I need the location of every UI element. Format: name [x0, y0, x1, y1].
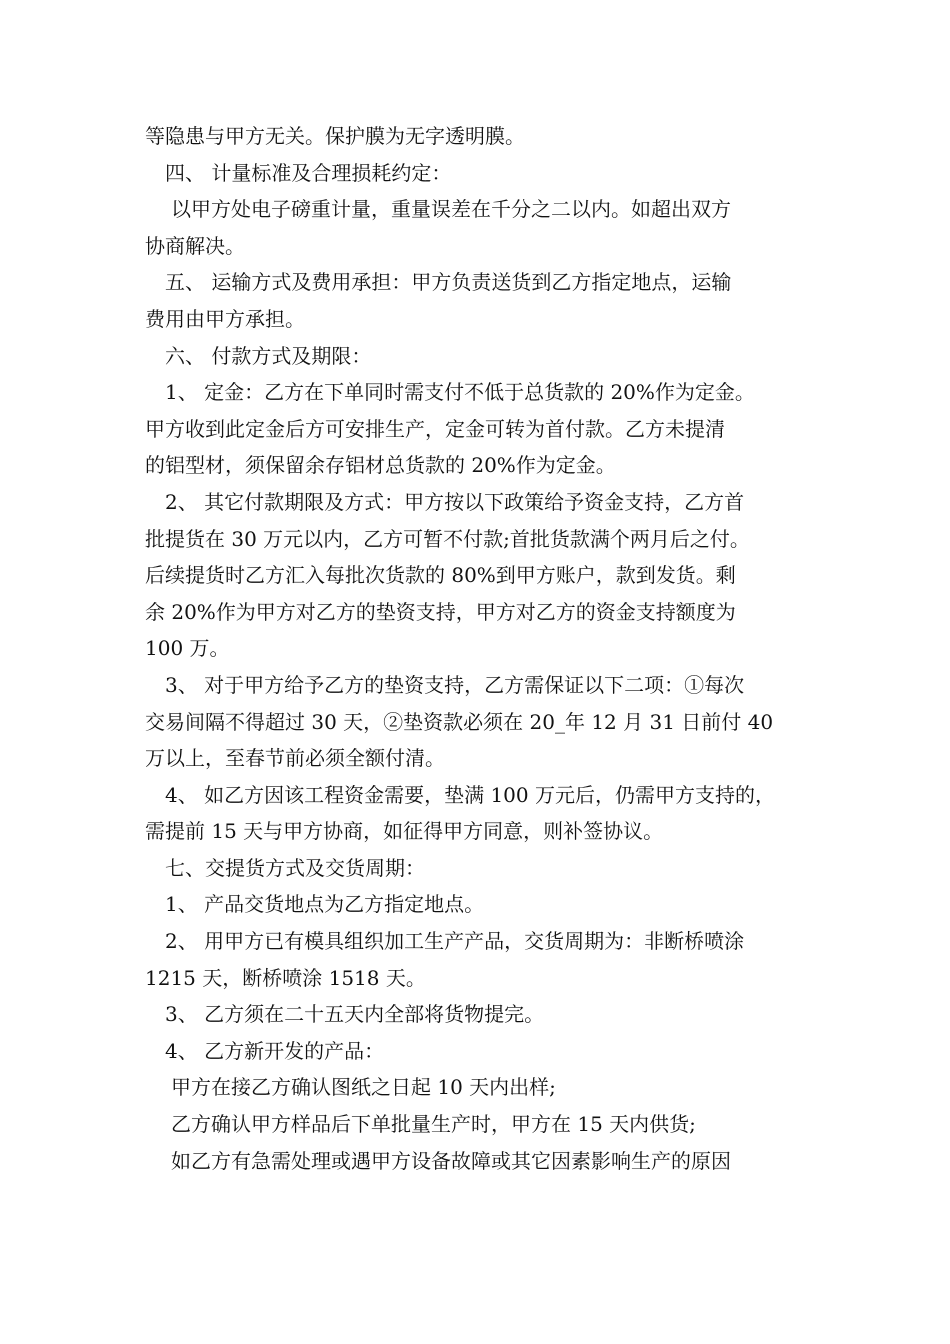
text-line: 如乙方有急需处理或遇甲方设备故障或其它因素影响生产的原因: [171, 1148, 731, 1173]
text-line: 以甲方处电子磅重计量，重量误差在千分之二以内。如超出双方: [171, 197, 731, 222]
text-line: 万以上，至春节前必须全额付清。: [145, 746, 445, 771]
text-line: 乙方确认甲方样品后下单批量生产时，甲方在 15 天内供货;: [171, 1112, 696, 1137]
text-line: 费用由甲方承担。: [145, 306, 305, 331]
section-heading-6: 六、 付款方式及期限：: [165, 343, 372, 368]
clause-7-2: 2、 用甲方已有模具组织加工生产产品，交货周期为：非断桥喷涂: [165, 929, 745, 954]
clause-7-4: 4、 乙方新开发的产品：: [165, 1038, 385, 1063]
clause-6-3: 3、 对于甲方给予乙方的垫资支持，乙方需保证以下二项：①每次: [165, 672, 745, 697]
clause-6-2: 2、 其它付款期限及方式：甲方按以下政策给予资金支持，乙方首: [165, 489, 745, 514]
text-line: 等隐患与甲方无关。保护膜为无字透明膜。: [145, 124, 525, 148]
document-body: [145, 118, 815, 1179]
text-line: 甲方收到此定金后方可安排生产，定金可转为首付款。乙方未提清: [145, 416, 725, 441]
section-heading-5: 五、 运输方式及费用承担：甲方负责送货到乙方指定地点，运输: [165, 270, 732, 295]
text-line: 协商解决。: [145, 233, 245, 258]
clause-6-4: 4、 如乙方因该工程资金需要，垫满 100 万元后，仍需甲方支持的，: [165, 782, 775, 807]
clause-6-1: 1、 定金：乙方在下单同时需支付不低于总货款的 20%作为定金。: [165, 380, 755, 405]
text-line: 交易间隔不得超过 30 天，②垫资款必须在 20_年 12 月 31 日前付 40: [145, 709, 774, 734]
clause-7-1: 1、 产品交货地点为乙方指定地点。: [165, 892, 485, 917]
text-line: 的铝型材，须保留余存铝材总货款的 20%作为定金。: [145, 453, 616, 478]
text-line: 需提前 15 天与甲方协商，如征得甲方同意，则补签协议。: [145, 819, 664, 844]
text-line: 甲方在接乙方确认图纸之日起 10 天内出样;: [171, 1075, 556, 1100]
text-line: 余 20%作为甲方对乙方的垫资支持，甲方对乙方的资金支持额度为: [145, 599, 736, 624]
text-line: 100 万。: [145, 636, 230, 661]
text-line: 1215 天，断桥喷涂 1518 天。: [145, 965, 426, 990]
section-heading-4: 四、 计量标准及合理损耗约定：: [165, 160, 452, 185]
text-line: 批提货在 30 万元以内，乙方可暂不付款;首批货款满个两月后之付。: [145, 526, 750, 551]
text-line: 后续提货时乙方汇入每批次货款的 80%到甲方账户，款到发货。剩: [145, 563, 736, 588]
section-heading-7: 七、交提货方式及交货周期：: [165, 855, 425, 880]
clause-7-3: 3、 乙方须在二十五天内全部将货物提完。: [165, 1002, 545, 1027]
